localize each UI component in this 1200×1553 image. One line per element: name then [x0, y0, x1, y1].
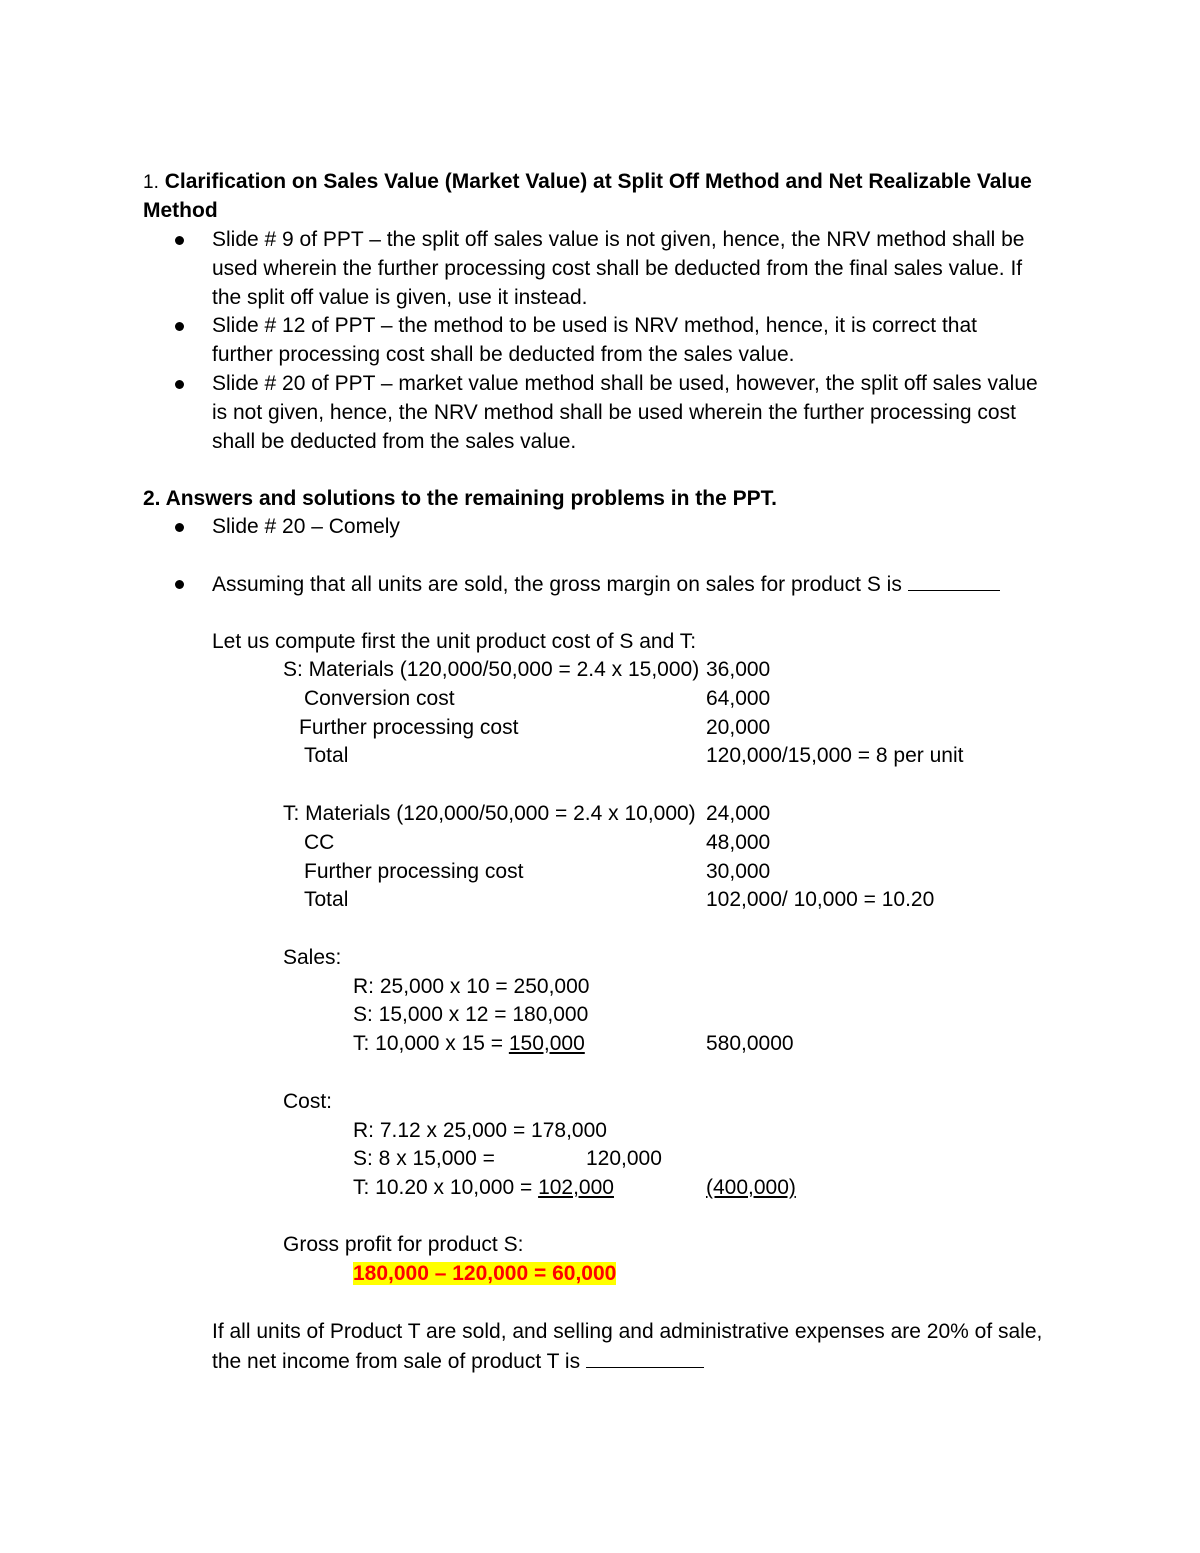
s-materials-value: 36,000	[706, 658, 771, 681]
bullet-icon	[175, 523, 184, 532]
bullet3-line3: shall be deducted from the sales value.	[212, 430, 577, 453]
t-further-label: Further processing cost	[304, 860, 524, 883]
cost-t	[353, 1174, 614, 1202]
bullet-icon	[175, 580, 184, 589]
cost-s-value: 120,000	[586, 1147, 662, 1170]
bullet2-line1: Slide # 12 of PPT – the method to be used is NRV method, hence, it is correct that	[212, 314, 977, 337]
bullet1-line1: Slide # 9 of PPT – the split off sales value is not given, hence, the NRV method shall be	[212, 228, 1025, 251]
t-total-value: 102,000/ 10,000 = 10.20	[706, 888, 935, 911]
section2-heading: 2. Answers and solutions to the remaining problems in the PPT.	[143, 487, 777, 510]
cost-label: Cost:	[283, 1090, 333, 1113]
t-cc-label: CC	[304, 831, 335, 854]
next-question-line2	[212, 1347, 704, 1376]
section1-heading-line1: Clarification on Sales Value (Market Value) at Split Off Method and Net Realizable Value	[164, 170, 1032, 193]
bullet-icon	[175, 322, 184, 331]
answer-blank	[586, 1347, 704, 1368]
sales-t	[353, 1030, 585, 1058]
section1-number: 1.	[143, 172, 159, 193]
next-question-line1: If all units of Product T are sold, and selling and administrative expenses are 20% of sale,	[212, 1320, 1043, 1343]
s-total-label: Total	[304, 744, 349, 767]
t-further-value: 30,000	[706, 860, 771, 883]
bullet1-line2: used wherein the further processing cost shall be deducted from the final sales value. If	[212, 257, 1023, 280]
bullet3-line1: Slide # 20 of PPT – market value method shall be used, however, the split off sales value	[212, 372, 1038, 395]
cost-r: R: 7.12 x 25,000 = 178,000	[353, 1119, 607, 1142]
cost-total: (400,000)	[706, 1176, 796, 1199]
gross-profit-answer	[353, 1260, 616, 1288]
answer-blank	[908, 570, 1000, 591]
section1-heading-line2: Method	[143, 199, 218, 222]
sales-r: R: 25,000 x 10 = 250,000	[353, 975, 590, 998]
s-conversion-value: 64,000	[706, 687, 771, 710]
t-total-label: Total	[304, 888, 349, 911]
s-further-label: Further processing cost	[299, 716, 519, 739]
s-total-value: 120,000/15,000 = 8 per unit	[706, 744, 964, 767]
next-question-line2-text: the net income from sale of product T is	[212, 1350, 581, 1373]
gross-profit-answer-highlight: 180,000 – 120,000 = 60,000	[353, 1262, 617, 1285]
t-materials-label: T: Materials (120,000/50,000 = 2.4 x 10,000)	[283, 802, 696, 825]
t-materials-value: 24,000	[706, 802, 771, 825]
section2-bullet2-text: Assuming that all units are sold, the gross margin on sales for product S is	[212, 573, 902, 596]
bullet2-line2: further processing cost shall be deducted from the sales value.	[212, 343, 795, 366]
bullet-icon	[175, 380, 184, 389]
section1-heading	[143, 168, 1032, 197]
bullet-icon	[175, 236, 184, 245]
gross-profit-label: Gross profit for product S:	[283, 1233, 524, 1256]
compute-intro: Let us compute first the unit product cost of S and T:	[212, 630, 697, 653]
sales-label: Sales:	[283, 946, 342, 969]
cost-s-prefix: S: 8 x 15,000 =	[353, 1147, 495, 1170]
sales-total: 580,0000	[706, 1032, 794, 1055]
s-materials-label: S: Materials (120,000/50,000 = 2.4 x 15,000)	[283, 658, 700, 681]
s-further-value: 20,000	[706, 716, 771, 739]
section2-bullet2	[212, 570, 1000, 599]
bullet3-line2: is not given, hence, the NRV method shall be used wherein the further processing cost	[212, 401, 1016, 424]
cost-t-prefix: T: 10.20 x 10,000 =	[353, 1176, 539, 1199]
sales-t-prefix: T: 10,000 x 15 =	[353, 1032, 509, 1055]
cost-t-value: 102,000	[538, 1176, 614, 1199]
t-cc-value: 48,000	[706, 831, 771, 854]
section2-bullet1: Slide # 20 – Comely	[212, 515, 400, 538]
sales-s: S: 15,000 x 12 = 180,000	[353, 1003, 589, 1026]
s-conversion-label: Conversion cost	[304, 687, 455, 710]
bullet1-line3: the split off value is given, use it instead.	[212, 286, 588, 309]
sales-t-value: 150,000	[508, 1032, 585, 1055]
